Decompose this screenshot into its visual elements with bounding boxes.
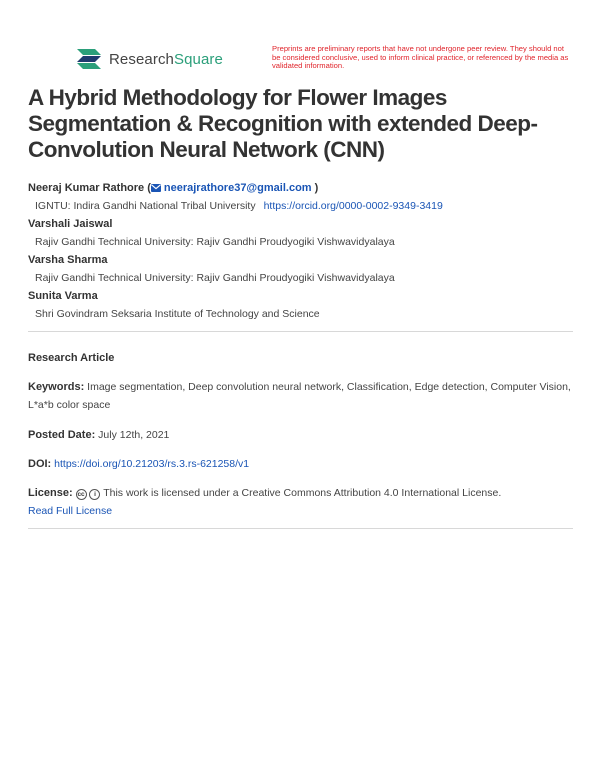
orcid-link[interactable]: https://orcid.org/0000-0002-9349-3419 bbox=[263, 200, 443, 212]
author-affiliation: Rajiv Gandhi Technical University: Rajiv Gandhi Proudyogiki Vishwavidyalaya bbox=[35, 272, 395, 284]
paren-open: ( bbox=[147, 182, 151, 194]
author-email-link[interactable]: neerajrathore37@gmail.com bbox=[151, 182, 312, 194]
author-affiliation: IGNTU: Indira Gandhi National Tribal University https://orcid.org/0000-0002-9349-3419 bbox=[35, 200, 443, 212]
author-name: Varsha Sharma bbox=[28, 254, 108, 266]
posted-date-value: July 12th, 2021 bbox=[98, 429, 170, 441]
research-square-logo-icon bbox=[75, 48, 103, 70]
research-square-logo[interactable] bbox=[75, 46, 223, 72]
doi-label: DOI: bbox=[28, 458, 52, 470]
author-name: Neeraj Kumar Rathore ( neerajrathore37@gmail.com ) bbox=[28, 182, 319, 194]
author-affiliation: Rajiv Gandhi Technical University: Rajiv Gandhi Proudyogiki Vishwavidyalaya bbox=[35, 236, 395, 248]
doi-link[interactable]: https://doi.org/10.21203/rs.3.rs-621258/v1 bbox=[54, 458, 250, 470]
attribution-icon: i bbox=[89, 489, 100, 500]
logo-word-square: Square bbox=[174, 50, 223, 68]
paren-close: ) bbox=[314, 182, 319, 194]
keywords-value: Image segmentation, Deep convolution neural network, Classification, Edge detection, Computer Vision, L*a*b color space bbox=[28, 381, 571, 411]
paper-title: A Hybrid Methodology for Flower Images Segmentation & Recognition with extended Deep-Convolution Neural Network (CNN) bbox=[28, 85, 538, 162]
logo-wordmark bbox=[109, 51, 223, 68]
posted-date bbox=[28, 427, 573, 445]
author-name: Sunita Varma bbox=[28, 290, 98, 302]
license bbox=[28, 485, 573, 520]
license-text: This work is licensed under a Creative Commons Attribution 4.0 International License. bbox=[103, 487, 502, 499]
preprint-notice: Preprints are preliminary reports that have not undergone peer review. They should not be considered conclusive, used to inform clinical practice, or referenced by the media as validated information. bbox=[272, 44, 569, 71]
logo-word-research: Research bbox=[109, 50, 174, 68]
divider bbox=[28, 528, 573, 529]
author-affiliation: Shri Govindram Seksaria Institute of Technology and Science bbox=[35, 308, 320, 320]
author-list bbox=[28, 179, 573, 323]
author-name: Varshali Jaiswal bbox=[28, 218, 113, 230]
read-full-license-link[interactable]: Read Full License bbox=[28, 504, 113, 517]
divider bbox=[28, 331, 573, 332]
creative-commons-icon: cc bbox=[77, 491, 85, 498]
article-type: Research Article bbox=[28, 352, 115, 364]
posted-date-label: Posted Date: bbox=[28, 429, 96, 441]
mail-icon bbox=[151, 184, 161, 192]
keywords bbox=[28, 379, 573, 414]
keywords-label: Keywords: bbox=[28, 381, 85, 393]
license-label: License: bbox=[28, 487, 73, 499]
doi bbox=[28, 456, 573, 474]
